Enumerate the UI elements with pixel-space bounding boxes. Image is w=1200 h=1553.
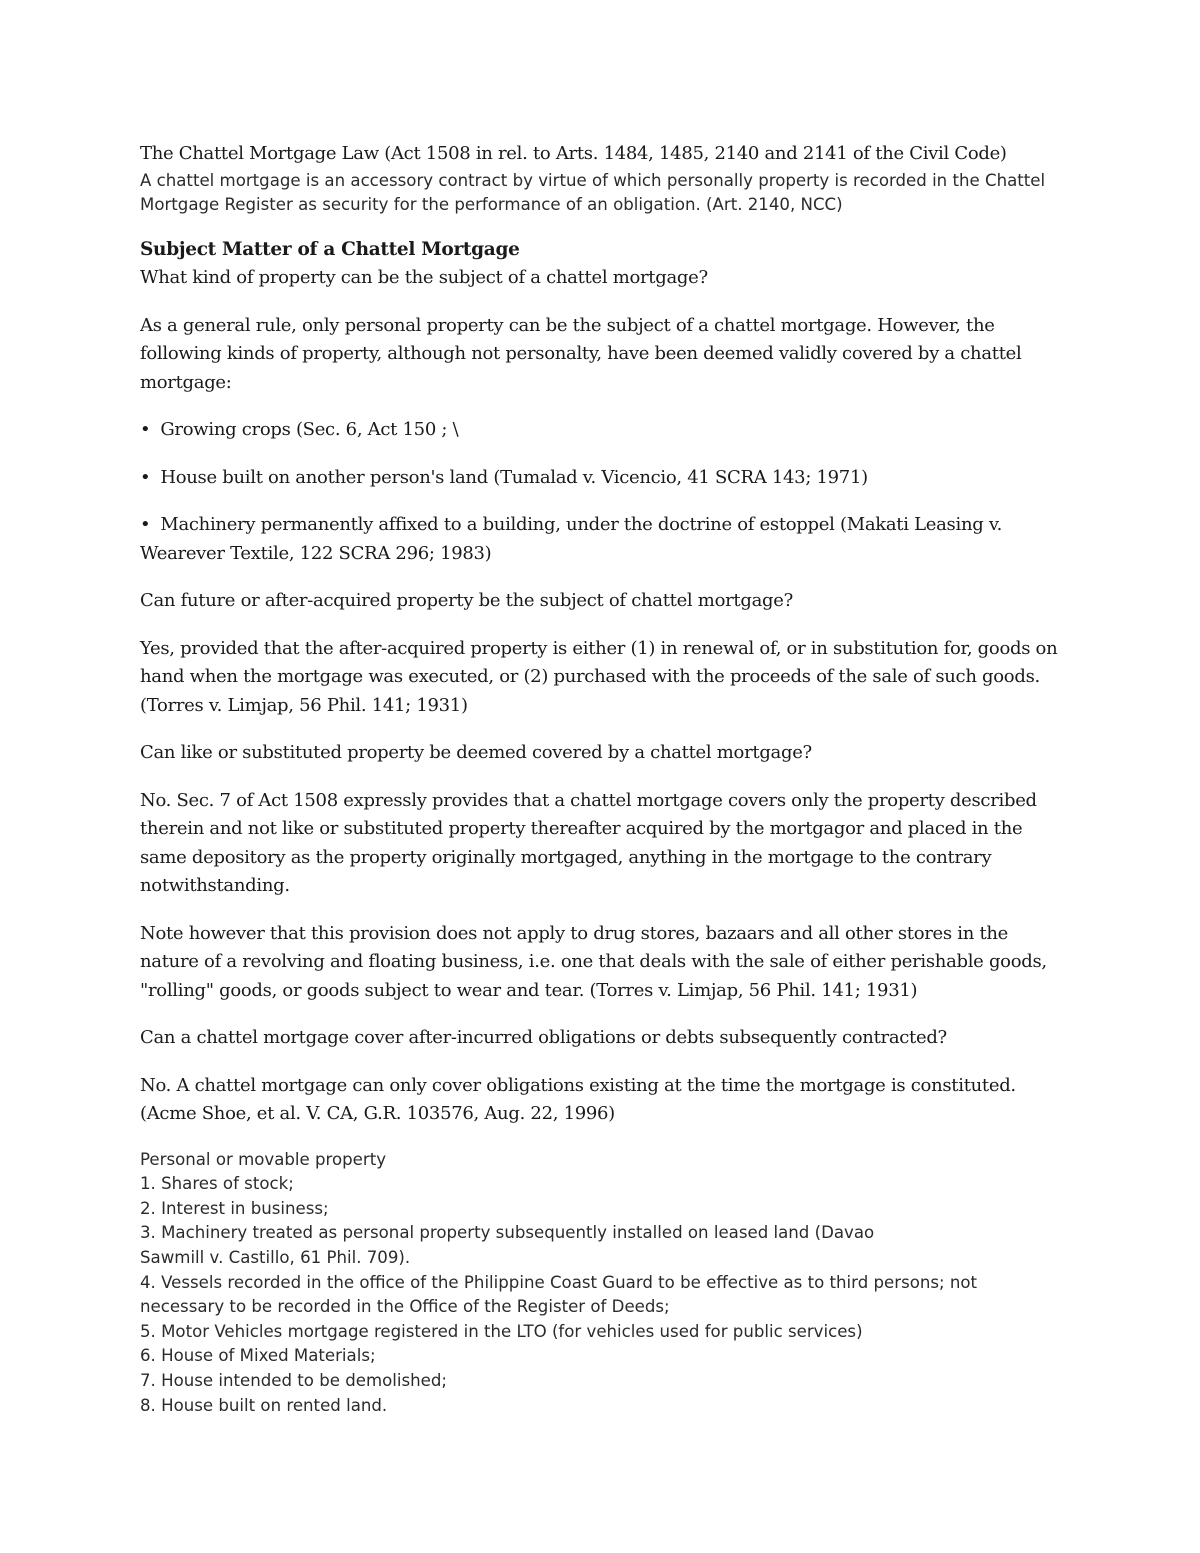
property-list-item: necessary to be recorded in the Office of the Register of Deeds; (140, 1297, 670, 1317)
property-list-item: 4. Vessels recorded in the office of the Philippine Coast Guard to be effective as to third persons; not (140, 1272, 978, 1292)
bullet-text: House built on another person's land (Tumalad v. Vicencio, 41 SCRA 143; 1971) (160, 466, 868, 488)
property-list-item: 7. House intended to be demolished; (140, 1371, 448, 1391)
property-list (140, 1148, 1070, 1419)
document-title: The Chattel Mortgage Law (Act 1508 in rel. to Arts. 1484, 1485, 2140 and 2141 of the Civil Code) (140, 143, 1007, 164)
answer-3: No. Sec. 7 of Act 1508 expressly provides that a chattel mortgage covers only the property described therein and not like or substituted property thereafter acquired by the mortgagor and placed in the same depository as the property originally mortgaged, anything in the mortgage to the contrary notwithstanding. (140, 789, 1037, 897)
property-list-item: 5. Motor Vehicles mortgage registered in the LTO (for vehicles used for public services) (140, 1321, 863, 1341)
property-list-item: 6. House of Mixed Materials; (140, 1346, 376, 1366)
property-list-item: 2. Interest in business; (140, 1198, 329, 1218)
question-3: Can like or substituted property be deemed covered by a chattel mortgage? (140, 742, 812, 764)
bullet-symbol: • (140, 514, 151, 536)
bullet-symbol: • (140, 419, 151, 441)
property-list-title: Personal or movable property (140, 1149, 387, 1169)
bullet-item (140, 511, 1070, 568)
question-2: Can future or after-acquired property be the subject of chattel mortgage? (140, 590, 793, 612)
question-1: What kind of property can be the subject of a chattel mortgage? (140, 267, 708, 289)
document-page (140, 140, 1070, 1418)
note-paragraph: Note however that this provision does not apply to drug stores, bazaars and all other stores in the nature of a revolving and floating business, i.e. one that deals with the sale of either perishable goods, "rolling" goods, or goods subject to wear and tear. (Torres v. Limjap, 56 Phil. 141; 1931) (140, 922, 1047, 1001)
property-list-item: 8. House built on rented land. (140, 1395, 388, 1415)
bullet-item (140, 416, 1070, 445)
property-list-item: 3. Machinery treated as personal property subsequently installed on leased land (Davao (140, 1223, 875, 1243)
bullet-text: Growing crops (Sec. 6, Act 150 ; \ (160, 419, 459, 441)
property-list-item: 1. Shares of stock; (140, 1174, 294, 1194)
bullet-text: Machinery permanently affixed to a building, under the doctrine of estoppel (Makati Leasing v. Wearever Textile, 122 SCRA 296; 1983) (140, 514, 1003, 564)
bullet-symbol: • (140, 466, 151, 488)
question-4: Can a chattel mortgage cover after-incurred obligations or debts subsequently contracted? (140, 1027, 947, 1049)
bullet-item (140, 464, 1070, 493)
section-heading: Subject Matter of a Chattel Mortgage (140, 238, 520, 260)
property-list-item: Sawmill v. Castillo, 61 Phil. 709). (140, 1248, 411, 1268)
answer-4: No. A chattel mortgage can only cover obligations existing at the time the mortgage is constituted. (Acme Shoe, et al. V. CA, G.R. 103576, Aug. 22, 1996) (140, 1074, 1016, 1125)
intro-paragraph: A chattel mortgage is an accessory contract by virtue of which personally property is recorded in the Chattel Mortgage Register as security for the performance of an obligation. (Art. 2140, NCC) (140, 170, 1046, 215)
answer-1: As a general rule, only personal property can be the subject of a chattel mortgage. However, the following kinds of property, although not personalty, have been deemed validly covered by a chattel mortgage: (140, 314, 1022, 393)
answer-2: Yes, provided that the after-acquired property is either (1) in renewal of, or in substitution for, goods on hand when the mortgage was executed, or (2) purchased with the proceeds of the sale of such goods. (Torres v. Limjap, 56 Phil. 141; 1931) (140, 637, 1058, 716)
